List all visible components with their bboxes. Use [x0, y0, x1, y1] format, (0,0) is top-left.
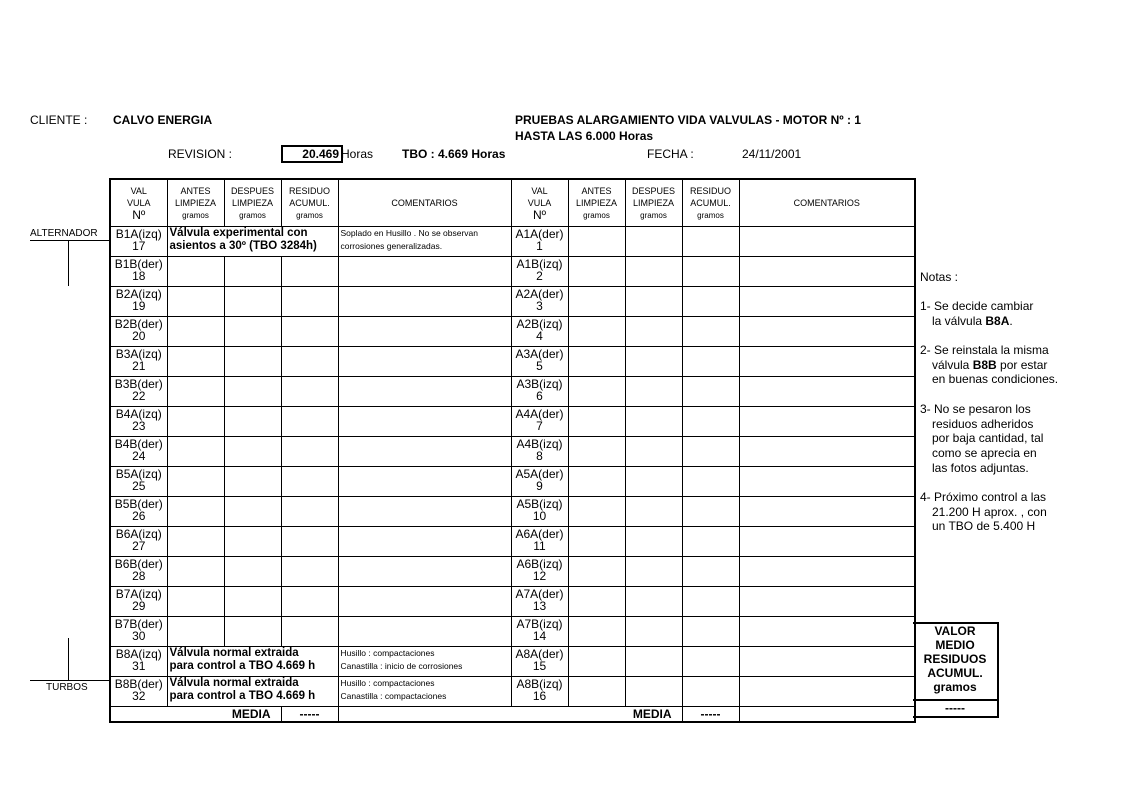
comment-left: [338, 317, 511, 347]
antes-left-cell: [167, 347, 224, 377]
comment-right: [739, 227, 915, 257]
despues-right-cell: [625, 467, 682, 497]
tbo-value: TBO : 4.669 Horas: [402, 147, 506, 161]
table-row: [110, 557, 915, 587]
antes-right-cell: [568, 467, 625, 497]
table-row: [110, 497, 915, 527]
residuo-right-cell: [682, 557, 739, 587]
table-row: [110, 587, 915, 617]
media-empty: [739, 707, 915, 723]
comment-left: [338, 407, 511, 437]
antes-right-cell: [568, 377, 625, 407]
table-row: [110, 617, 915, 647]
col-comentarios-left: COMENTARIOS: [338, 179, 511, 227]
col-residuo-right: RESIDUO ACUMUL. gramos: [682, 179, 739, 227]
comment-left: [338, 437, 511, 467]
col-residuo-left: RESIDUO ACUMUL. gramos: [281, 179, 338, 227]
residuo-right-cell: [682, 527, 739, 557]
valve-left: B6B(der) 28: [110, 557, 167, 587]
revision-unit: Horas: [341, 147, 374, 161]
table-row: [110, 227, 915, 257]
turbos-tick: [68, 638, 69, 680]
valve-description: Válvula experimental con asientos a 30º (TBO 3284h): [167, 227, 338, 257]
comment-right: [739, 557, 915, 587]
comment-right: [739, 317, 915, 347]
comment-right: [739, 677, 915, 707]
table-row: [110, 467, 915, 497]
table-row: [110, 437, 915, 467]
valor-medio-box: VALOR MEDIO RESIDUOS ACUMUL. gramos -----: [913, 622, 999, 718]
despues-right-cell: [625, 227, 682, 257]
despues-left-cell: [224, 377, 281, 407]
revision-label: REVISION :: [168, 147, 233, 161]
comment-right: [739, 527, 915, 557]
comment-left: Husillo : compactaciones Canastilla : compactaciones: [338, 677, 511, 707]
valve-left: B4B(der) 24: [110, 437, 167, 467]
antes-left-cell: [167, 587, 224, 617]
despues-left-cell: [224, 557, 281, 587]
antes-right-cell: [568, 407, 625, 437]
residuo-right-cell: [682, 407, 739, 437]
valve-right: A8B(izq) 16: [511, 677, 568, 707]
valve-left: B1B(der) 18: [110, 257, 167, 287]
table-row: [110, 527, 915, 557]
comment-right: [739, 437, 915, 467]
media-row: [110, 707, 915, 723]
despues-right-cell: [625, 557, 682, 587]
valve-description: Válvula normal extraida para control a TBO 4.669 h: [167, 647, 338, 677]
residuo-right-cell: [682, 347, 739, 377]
comment-left: [338, 347, 511, 377]
antes-left-cell: [167, 407, 224, 437]
turbos-line: [30, 680, 110, 681]
antes-right-cell: [568, 257, 625, 287]
col-antes-left: ANTES LIMPIEZA gramos: [167, 179, 224, 227]
revision-value: 20.469: [281, 145, 343, 163]
col-val-right: VAL VULA Nº: [511, 179, 568, 227]
col-antes-right: ANTES LIMPIEZA gramos: [568, 179, 625, 227]
valve-left: B2A(izq) 19: [110, 287, 167, 317]
valve-description: Válvula normal extraida para control a TBO 4.669 h: [167, 677, 338, 707]
media-label-left: MEDIA: [110, 707, 281, 723]
media-label-right: MEDIA: [338, 707, 682, 723]
note-1: 1- Se decide cambiar la válvula B8A.: [920, 299, 1034, 328]
valve-left: B8B(der) 32: [110, 677, 167, 707]
residuo-left-cell: [281, 437, 338, 467]
comment-left: [338, 617, 511, 647]
table-row: [110, 407, 915, 437]
media-value-left: -----: [281, 707, 338, 723]
antes-right-cell: [568, 287, 625, 317]
antes-right-cell: [568, 317, 625, 347]
despues-left-cell: [224, 437, 281, 467]
residuo-left-cell: [281, 287, 338, 317]
despues-left-cell: [224, 497, 281, 527]
valve-left: B8A(izq) 31: [110, 647, 167, 677]
table-row: [110, 377, 915, 407]
antes-right-cell: [568, 677, 625, 707]
residuo-right-cell: [682, 257, 739, 287]
comment-right: [739, 467, 915, 497]
comment-left: [338, 497, 511, 527]
despues-right-cell: [625, 257, 682, 287]
antes-right-cell: [568, 617, 625, 647]
residuo-left-cell: [281, 347, 338, 377]
valve-right: A6B(izq) 12: [511, 557, 568, 587]
residuo-left-cell: [281, 497, 338, 527]
residuo-right-cell: [682, 647, 739, 677]
despues-left-cell: [224, 407, 281, 437]
antes-left-cell: [167, 557, 224, 587]
comment-left: [338, 467, 511, 497]
cliente-value: CALVO ENERGIA: [113, 113, 213, 127]
comment-left: [338, 287, 511, 317]
despues-right-cell: [625, 677, 682, 707]
valve-left: B5A(izq) 25: [110, 467, 167, 497]
note-4: 4- Próximo control a las 21.200 H aprox. , con un TBO de 5.400 H: [920, 490, 1047, 534]
antes-left-cell: [167, 377, 224, 407]
valve-right: A5B(izq) 10: [511, 497, 568, 527]
residuo-right-cell: [682, 587, 739, 617]
antes-right-cell: [568, 557, 625, 587]
fecha-value: 24/11/2001: [742, 147, 802, 161]
comment-left: Soplado en Husillo . No se observan corrosiones generalizadas.: [338, 227, 511, 257]
antes-right-cell: [568, 347, 625, 377]
despues-right-cell: [625, 407, 682, 437]
valve-left: B3B(der) 22: [110, 377, 167, 407]
antes-left-cell: [167, 287, 224, 317]
comment-right: [739, 377, 915, 407]
antes-right-cell: [568, 587, 625, 617]
table-row: [110, 317, 915, 347]
valve-right: A3A(der) 5: [511, 347, 568, 377]
antes-left-cell: [167, 437, 224, 467]
despues-right-cell: [625, 287, 682, 317]
cliente-label: CLIENTE :: [30, 113, 88, 127]
valve-right: A1B(izq) 2: [511, 257, 568, 287]
despues-right-cell: [625, 437, 682, 467]
despues-right-cell: [625, 497, 682, 527]
valve-left: B5B(der) 26: [110, 497, 167, 527]
valve-right: A8A(der) 15: [511, 647, 568, 677]
valve-left: B2B(der) 20: [110, 317, 167, 347]
comment-left: [338, 257, 511, 287]
comment-right: [739, 617, 915, 647]
despues-right-cell: [625, 377, 682, 407]
table-row: [110, 287, 915, 317]
document-subtitle: HASTA LAS 6.000 Horas: [515, 129, 654, 143]
valve-right: A2B(izq) 4: [511, 317, 568, 347]
note-3: 3- No se pesaron los residuos adheridos por baja cantidad, tal como se aprecia en las fotos adjuntas.: [920, 402, 1044, 475]
comment-left: [338, 527, 511, 557]
col-despues-right: DESPUES LIMPIEZA gramos: [625, 179, 682, 227]
table-row: [110, 257, 915, 287]
valve-right: A3B(izq) 6: [511, 377, 568, 407]
col-comentarios-right: COMENTARIOS: [739, 179, 915, 227]
despues-right-cell: [625, 647, 682, 677]
table-header: [110, 179, 915, 227]
comment-right: [739, 497, 915, 527]
valve-right: A4B(izq) 8: [511, 437, 568, 467]
note-2: 2- Se reinstala la misma válvula B8B por estar en buenas condiciones.: [920, 343, 1059, 387]
despues-left-cell: [224, 617, 281, 647]
comment-right: [739, 407, 915, 437]
residuo-right-cell: [682, 287, 739, 317]
despues-right-cell: [625, 587, 682, 617]
residuo-right-cell: [682, 317, 739, 347]
residuo-left-cell: [281, 467, 338, 497]
valve-right: A1A(der) 1: [511, 227, 568, 257]
valve-right: A4A(der) 7: [511, 407, 568, 437]
valve-left: B6A(izq) 27: [110, 527, 167, 557]
antes-left-cell: [167, 497, 224, 527]
comment-left: [338, 587, 511, 617]
comment-right: [739, 347, 915, 377]
despues-right-cell: [625, 317, 682, 347]
valve-left: B3A(izq) 21: [110, 347, 167, 377]
notes-title: Notas :: [920, 270, 959, 284]
residuo-right-cell: [682, 437, 739, 467]
valor-medio-value: -----: [913, 699, 997, 716]
alternador-tick: [68, 240, 69, 286]
residuo-left-cell: [281, 527, 338, 557]
antes-left-cell: [167, 317, 224, 347]
antes-right-cell: [568, 227, 625, 257]
valve-right: A5A(der) 9: [511, 467, 568, 497]
valve-left: B4A(izq) 23: [110, 407, 167, 437]
table-row: [110, 647, 915, 677]
valve-left: B7B(der) 30: [110, 617, 167, 647]
alternador-line: [30, 240, 110, 241]
comment-left: Husillo : compactaciones Canastilla : inicio de corrosiones: [338, 647, 511, 677]
antes-left-cell: [167, 617, 224, 647]
residuo-right-cell: [682, 467, 739, 497]
document-title: PRUEBAS ALARGAMIENTO VIDA VALVULAS - MOTOR Nº : 1: [515, 113, 861, 127]
valve-right: A7B(izq) 14: [511, 617, 568, 647]
comment-right: [739, 257, 915, 287]
table-row: [110, 677, 915, 707]
antes-right-cell: [568, 647, 625, 677]
residuo-right-cell: [682, 677, 739, 707]
comment-right: [739, 647, 915, 677]
residuo-left-cell: [281, 407, 338, 437]
comment-right: [739, 287, 915, 317]
residuo-left-cell: [281, 617, 338, 647]
despues-right-cell: [625, 527, 682, 557]
residuo-left-cell: [281, 377, 338, 407]
residuo-right-cell: [682, 617, 739, 647]
comment-right: [739, 587, 915, 617]
valve-right: A2A(der) 3: [511, 287, 568, 317]
valve-left: B1A(izq) 17: [110, 227, 167, 257]
col-despues-left: DESPUES LIMPIEZA gramos: [224, 179, 281, 227]
despues-left-cell: [224, 257, 281, 287]
antes-left-cell: [167, 257, 224, 287]
residuo-right-cell: [682, 377, 739, 407]
despues-left-cell: [224, 287, 281, 317]
valve-right: A6A(der) 11: [511, 527, 568, 557]
table-row: [110, 347, 915, 377]
turbos-label: TURBOS: [46, 682, 88, 693]
valve-left: B7A(izq) 29: [110, 587, 167, 617]
fecha-label: FECHA :: [647, 147, 694, 161]
residuo-right-cell: [682, 227, 739, 257]
antes-left-cell: [167, 467, 224, 497]
antes-right-cell: [568, 527, 625, 557]
valve-right: A7A(der) 13: [511, 587, 568, 617]
alternador-label: ALTERNADOR: [30, 228, 98, 239]
antes-left-cell: [167, 527, 224, 557]
valves-table: [109, 178, 916, 723]
comment-left: [338, 377, 511, 407]
media-value-right: -----: [682, 707, 739, 723]
despues-left-cell: [224, 587, 281, 617]
residuo-right-cell: [682, 497, 739, 527]
residuo-left-cell: [281, 557, 338, 587]
despues-left-cell: [224, 527, 281, 557]
col-val-left: VAL VULA Nº: [110, 179, 167, 227]
residuo-left-cell: [281, 317, 338, 347]
residuo-left-cell: [281, 257, 338, 287]
despues-right-cell: [625, 617, 682, 647]
antes-right-cell: [568, 497, 625, 527]
despues-left-cell: [224, 317, 281, 347]
despues-right-cell: [625, 347, 682, 377]
residuo-left-cell: [281, 587, 338, 617]
antes-right-cell: [568, 437, 625, 467]
despues-left-cell: [224, 347, 281, 377]
despues-left-cell: [224, 467, 281, 497]
comment-left: [338, 557, 511, 587]
